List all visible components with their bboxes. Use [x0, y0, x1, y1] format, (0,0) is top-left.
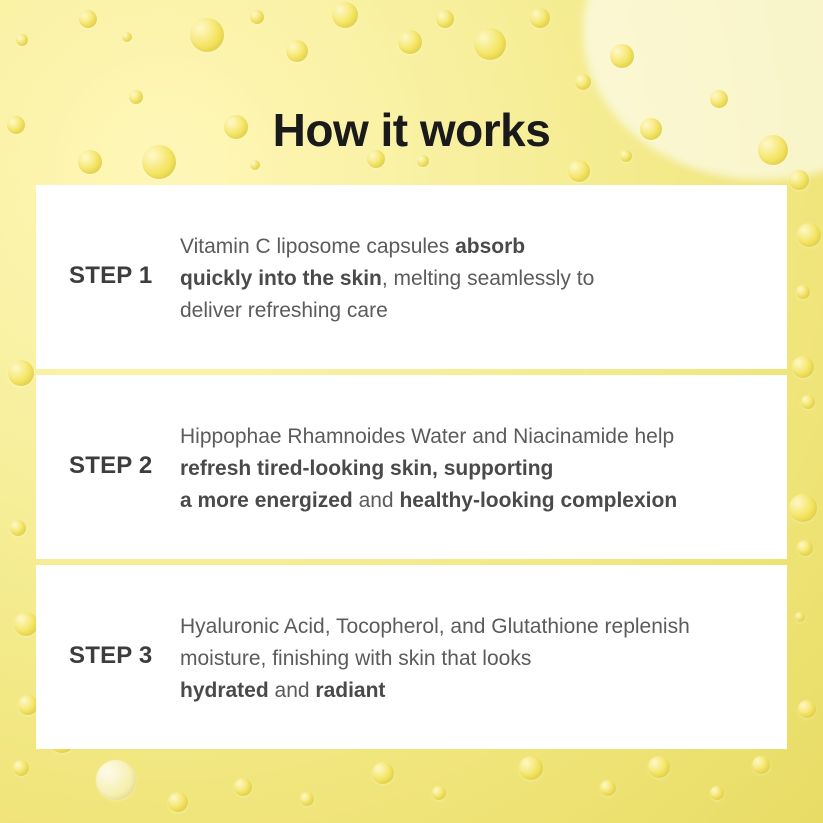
step3-line-3-regular: and [268, 679, 316, 702]
step-label-2: STEP 2 [69, 452, 153, 479]
step2-line-2-bold: refresh tired-looking skin, supporting [180, 457, 554, 480]
step1-line-2-bold: quickly into the skin [180, 267, 382, 290]
step3-line-3 [180, 675, 760, 707]
step2-line-3-regular: and [352, 489, 400, 512]
step-description-1 [180, 231, 760, 327]
step3-line-3-bold-b: radiant [315, 679, 386, 702]
page-title: How it works [272, 104, 551, 156]
step2-line-3-bold-b: healthy-looking complexion [399, 489, 678, 512]
step-label-1: STEP 1 [69, 262, 153, 289]
step2-line-1 [180, 421, 760, 453]
step3-line-2-regular: moisture, finishing with skin that looks [180, 647, 532, 670]
step-label-3: STEP 3 [69, 642, 153, 669]
step-description-3 [180, 611, 760, 707]
step1-line-1 [180, 231, 760, 263]
step-description-2 [180, 421, 760, 517]
step1-line-1-bold: absorb [455, 235, 526, 258]
step2-line-1-regular: Hippophae Rhamnoides Water and Niacinamide help [180, 425, 675, 448]
step1-line-3 [180, 295, 760, 327]
step3-line-1 [180, 611, 760, 643]
step2-line-3-bold-a: a more energized [180, 489, 353, 512]
step1-line-2-regular: , melting seamlessly to [381, 267, 595, 290]
step1-line-1-regular: Vitamin C liposome capsules [180, 235, 456, 258]
step1-line-3-regular: deliver refreshing care [180, 299, 388, 322]
step3-line-1-regular: Hyaluronic Acid, Tocopherol, and Glutathione replenish [180, 615, 690, 638]
step-card-2 [36, 375, 787, 559]
step3-line-3-bold-a: hydrated [180, 679, 269, 702]
step-card-1 [36, 185, 787, 369]
step-card-3 [36, 565, 787, 749]
step2-line-3 [180, 485, 760, 517]
step2-line-2 [180, 453, 760, 485]
step3-line-2 [180, 643, 760, 675]
step1-line-2 [180, 263, 760, 295]
